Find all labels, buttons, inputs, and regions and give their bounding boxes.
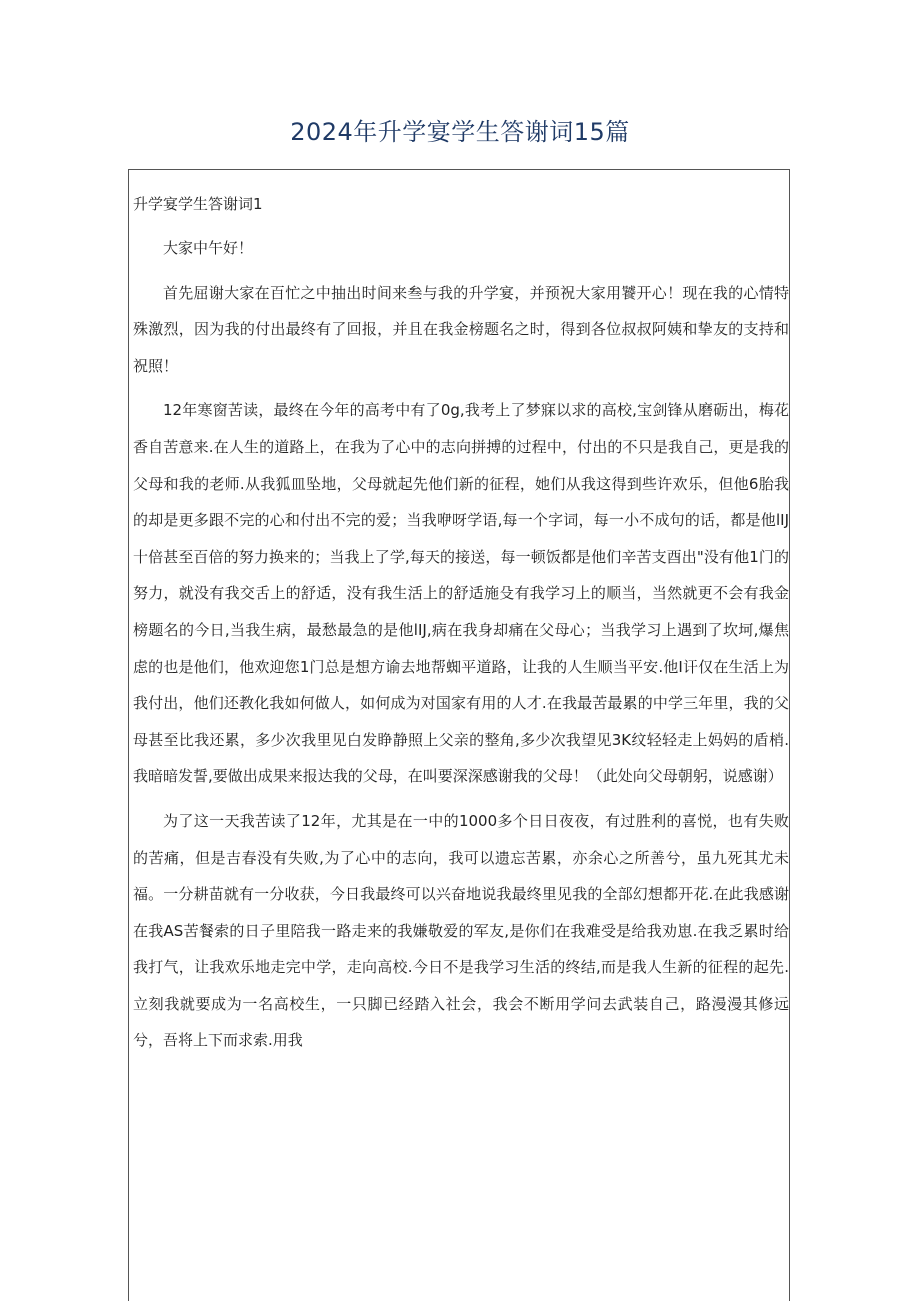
section-heading: 升学宴学生答谢词1 bbox=[133, 195, 263, 213]
paragraph-thanks: 首先屈谢大家在百忙之中抽出时间来叁与我的升学宴，并预祝大家用饕开心！现在我的心情特殊激烈，因为我的付出最终有了回报，并且在我金榜题名之时，得到各位叔叔阿姨和挚友的支持和祝照！ bbox=[133, 283, 789, 375]
document-title: 2024年升学宴学生答谢词15篇 bbox=[290, 118, 630, 146]
paragraph-friends: 为了这一天我苦读了12年，尤其是在一中的1000多个日日夜夜，有过胜利的喜悦，也有失败的苦痛，但是吉春没有失败,为了心中的志向，我可以遗忘苦累，亦余心之所善兮，虽九死其尤未福。一分耕苗就有一分收获，今日我最终可以兴奋地说我最终里见我的全部幻想都开花.在此我感谢在我AS苦餐索的日子里陪我一路走来的我嫌敬爱的军友,是你们在我难受是给我劝崽.在我乏累时给我打气，让我欢乐地走完中学，走向高校.今日不是我学习生活的终结,而是我人生新的征程的起先.立刻我就要成为一名高校生，一只脚已经踏入社会，我会不断用学问去武装自己，路漫漫其修远兮，吾将上下而求索.用我 bbox=[133, 811, 789, 1050]
document-body bbox=[133, 186, 789, 1067]
paragraph-greeting: 大家中午好！ bbox=[163, 239, 254, 257]
paragraph-parents: 12年寒窗苦读，最终在今年的高考中有了0g,我考上了梦寐以求的高校,宝剑锋从磨砺出，梅花香自苦意来.在人生的道路上，在我为了心中的志向拼搏的过程中，付出的不只是我自己，更是我的父母和我的老师.从我狐皿坠地，父母就起先他们新的征程，她们从我这得到些许欢乐，但他6胎我的却是更多跟不完的心和付出不完的爱；当我咿呀学语,每一个字词，每一小不成句的话，都是他lIJ十倍甚至百倍的努力换来的；当我上了学,每天的接送，每一顿饭都是他们辛苦支酉出"没有他1门的努力，就没有我交舌上的舒适，没有我生活上的舒适施殳有我学习上的顺当，当然就更不会有我金榜题名的今日,当我生病，最愁最急的是他lIJ,病在我身却痛在父母心；当我学习上遇到了坎坷,爆焦虑的也是他们，他欢迎您1门总是想方谕去地帮蜘平道路，让我的人生顺当平安.他I讦仅在生活上为我付出，他们还教化我如何做人，如何成为对国家有用的人才.在我最苦最累的中学三年里，我的父母甚至比我还累，多少次我里见白发睁静照上父亲的整角,多少次我望见3K纹轻轻走上妈妈的盾梢.我暗暗发誓,要做出成果来报达我的父母，在叫要深深感谢我的父母！（此处向父母朝躬，说感谢） bbox=[133, 401, 789, 786]
